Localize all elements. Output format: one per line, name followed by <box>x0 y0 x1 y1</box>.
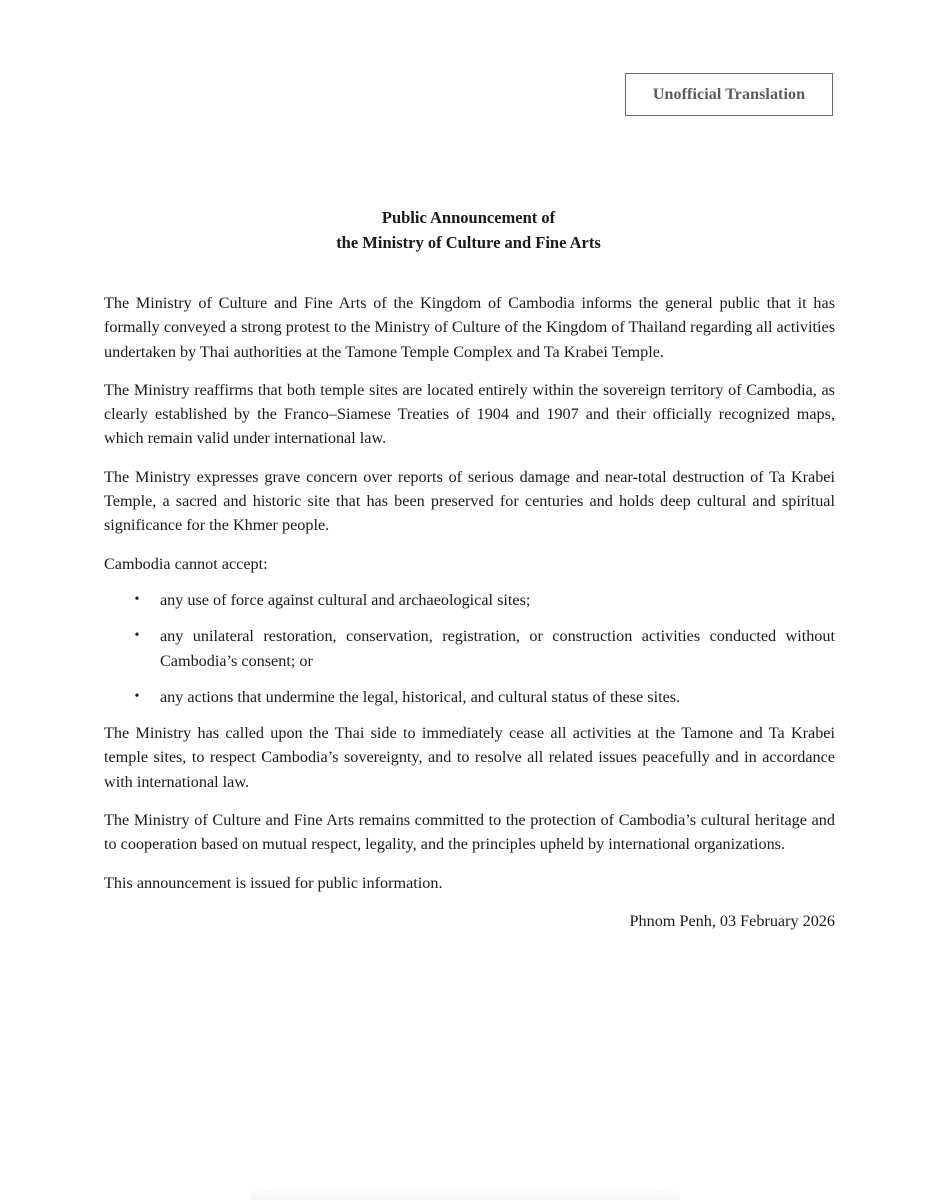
paragraph-call-to-cease: The Ministry has called upon the Thai side to immediately cease all activities at the Tamone and Ta Krabei temple sites, to respect Cambodia’s sovereignty, and to resolve all related issues peacefully and in accordance with international law. <box>104 724 835 791</box>
bullet-icon: • <box>134 591 140 607</box>
paragraph-concern: The Ministry expresses grave concern over reports of serious damage and near-total destruction of Ta Krabei Temple, a sacred and historic site that has been preserved for centuries and holds deep cultural and spiritual significance for the Khmer people. <box>104 467 835 535</box>
cannot-accept-list <box>104 588 835 709</box>
paragraph-sovereignty: The Ministry reaffirms that both temple sites are located entirely within the sovereign territory of Cambodia, as clearly established by the Franco–Siamese Treaties of 1904 and 1907 and their officially recognized maps, which remain valid under international law. <box>104 380 835 448</box>
announcement-title <box>0 205 937 255</box>
scan-shadow <box>250 1186 680 1200</box>
unofficial-translation-badge: Unofficial Translation <box>625 73 833 116</box>
paragraph-commitment: The Ministry of Culture and Fine Arts remains committed to the protection of Cambodia’s cultural heritage and to cooperation based on mutual respect, legality, and the principles upheld by international organizations. <box>104 811 835 854</box>
list-intro: Cambodia cannot accept: <box>104 554 268 573</box>
list-item <box>104 685 835 709</box>
list-item-text: any unilateral restoration, conservation, registration, or construction activities conducted without Cambodia’s consent; or <box>160 627 835 670</box>
announcement-body <box>104 291 835 933</box>
bullet-icon: • <box>134 628 140 644</box>
closing-statement: This announcement is issued for public information. <box>104 873 443 892</box>
paragraph-protest: The Ministry of Culture and Fine Arts of the Kingdom of Cambodia informs the general public that it has formally conveyed a strong protest to the Ministry of Culture of the Kingdom of Thailand regarding all activities undertaken by Thai authorities at the Tamone Temple Complex and Ta Krabei Temple. <box>104 294 835 361</box>
list-item-text: any actions that undermine the legal, historical, and cultural status of these sites. <box>160 687 681 706</box>
dateline: Phnom Penh, 03 February 2026 <box>629 911 835 930</box>
list-item <box>104 588 835 612</box>
list-item <box>104 624 835 673</box>
bullet-icon: • <box>134 688 140 704</box>
list-item-text: any use of force against cultural and archaeological sites; <box>160 590 531 609</box>
title-line-2: the Ministry of Culture and Fine Arts <box>336 233 601 252</box>
title-line-1: Public Announcement of <box>381 208 556 227</box>
